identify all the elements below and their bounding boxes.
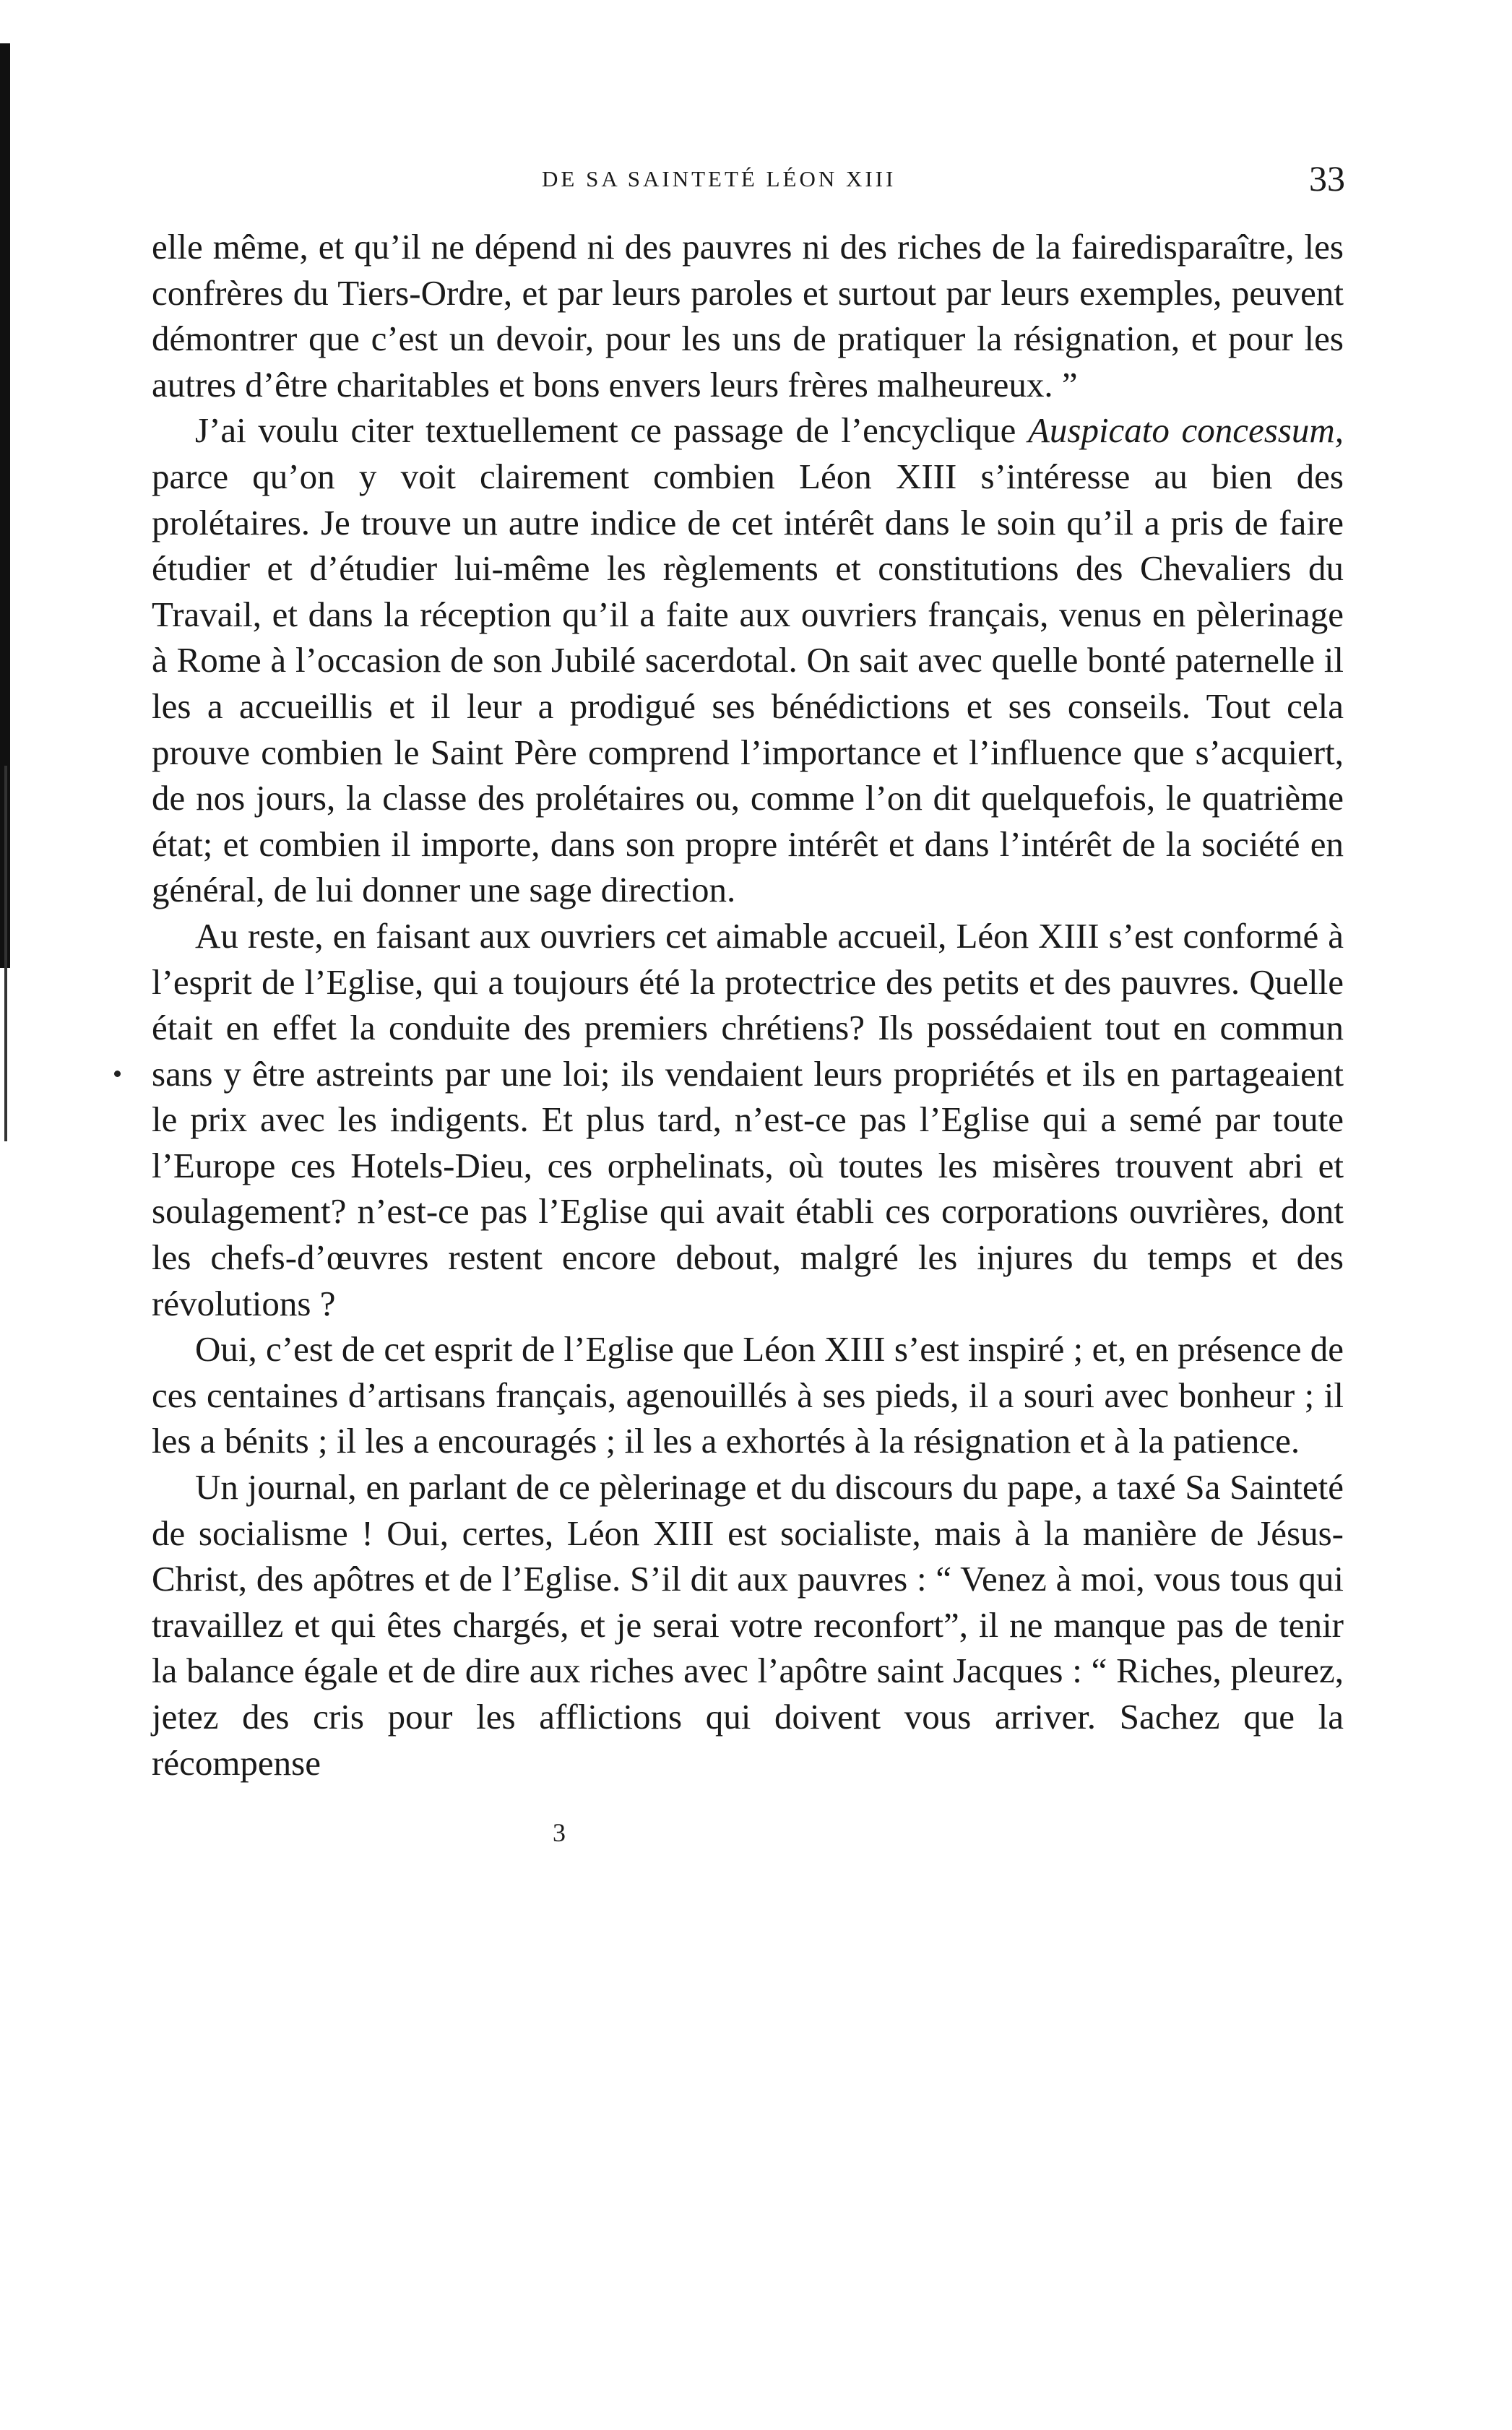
- binding-edge-shadow-lower: [4, 766, 7, 1141]
- encyclical-title: Auspicato concessum,: [1027, 410, 1344, 451]
- page-number: 33: [1309, 158, 1345, 199]
- running-head: [152, 144, 1344, 209]
- book-page: [152, 144, 1345, 1847]
- paragraph-4: Oui, c’est de cet esprit de l’Eglise que Léon XIII s’est inspiré ; et, en présence de ces centaines d’artisans français, agenouillés à ses pieds, il a souri avec bonheur ; il les a bénits ; il les a encouragés ; il les a exhortés à la résignation et à la patience.: [152, 1329, 1344, 1461]
- paragraph-3: Au reste, en faisant aux ouvriers cet aimable accueil, Léon XIII s’est conformé à l’esprit de l’Eglise, qui a toujours été la protectrice des petits et des pauvres. Quelle était en effet la conduite des premiers chrétiens? Ils possédaient tout en commun sans y être astreints par une loi; ils vendaient leurs propriétés et ils en partageaient le prix avec les indigents. Et plus tard, n’est-ce pas l’Eglise qui a semé par toute l’Europe ces Hotels-Dieu, ces orphelinats, où toutes les misères trouvent abri et soulagement? n’est-ce pas l’Eglise qui avait établi ces corporations ouvrières, dont les chefs-d’œuvres restent encore debout, malgré les injures du temps et des révolutions ?: [152, 915, 1344, 1323]
- paragraph-2: [152, 407, 1344, 913]
- signature-mark: 3: [553, 1818, 566, 1847]
- paragraph-2-lead: J’ai voulu citer textuellement ce passage de l’encyclique: [195, 410, 1016, 451]
- paragraph-2-rest: parce qu’on y voit clairement combien Léon XIII s’intéresse au bien des prolétaires. Je trouve un autre indice de cet intérêt dans le soin qu’il a pris de faire étudier et d’étudier lui-même les règlements et constitutions des Chevaliers du Travail, et dans la réception qu’il a faite aux ouvriers français, venus en pèlerinage à Rome à l’occasion de son Jubilé sacerdotal. On sait avec quelle bonté paternelle il les a accueillis et il leur a prodigué ses bénédictions et ses conseils. Tout cela prouve combien le Saint Père comprend l’importance et l’influence que s’acquiert, de nos jours, la classe des prolétaires ou, comme l’on dit quelquefois, le quatrième état; et combien il importe, dans son propre intérêt et dans l’intérêt de la société en général, de lui donner une sage direction.: [152, 456, 1344, 910]
- paragraph-5: Un journal, en parlant de ce pèlerinage et du discours du pape, a taxé Sa Sainteté de socialisme ! Oui, certes, Léon XIII est socialiste, mais à la manière de Jésus-Christ, des apôtres et de l’Eglise. S’il dit aux pauvres : “ Venez à moi, vous tous qui travaillez et qui êtes chargés, et je serai votre reconfort”, il ne manque pas de tenir la balance égale et de dire aux riches avec l’apôtre saint Jacques : “ Riches, pleurez, jetez des cris pour les afflictions qui doivent vous arriver. Sachez que la récompense: [152, 1467, 1344, 1783]
- body-text: [152, 224, 1344, 1786]
- ink-speck: [114, 1071, 121, 1077]
- running-title: DE SA SAINTETÉ LÉON XIII: [542, 166, 897, 191]
- paragraph-1: elle même, et qu’il ne dépend ni des pauvres ni des riches de la fairedisparaître, les confrères du Tiers-Ordre, et par leurs paroles et surtout par leurs exemples, peuvent démontrer que c’est un devoir, pour les uns de pratiquer la résignation, et pour les autres d’être charitables et bons envers leurs frères malheureux. ”: [152, 227, 1344, 405]
